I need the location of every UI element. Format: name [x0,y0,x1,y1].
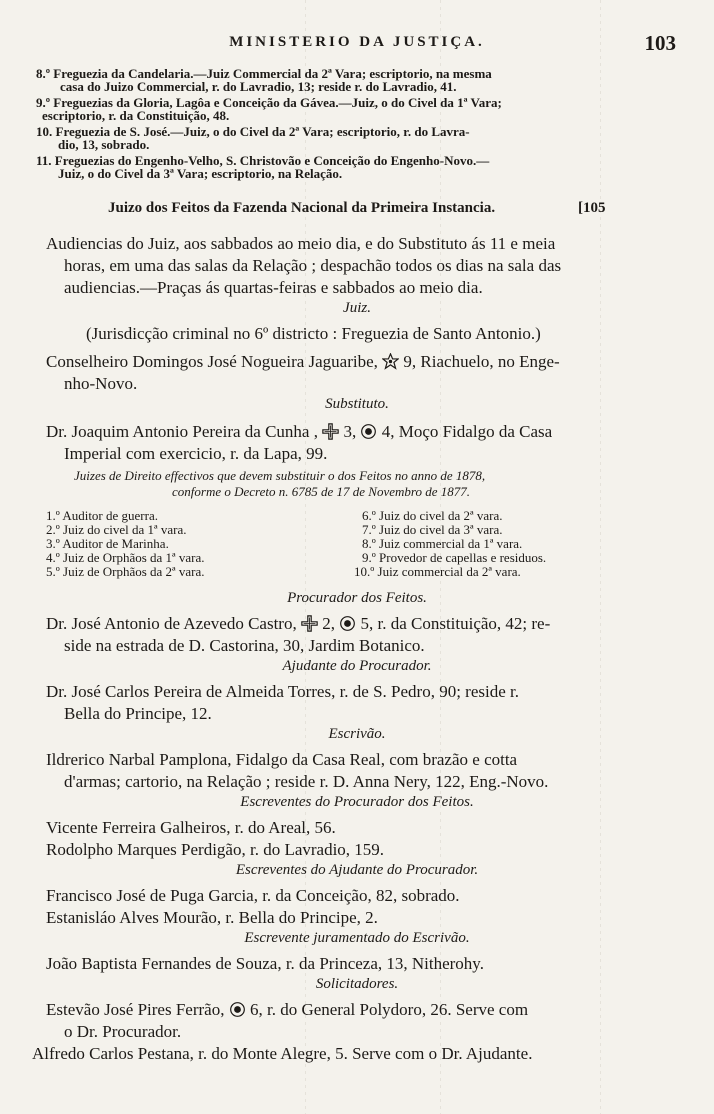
audiencias-line1: Audiencias do Juiz, aos sabbados ao meio dia, e do Substituto ás 11 e meia [46,234,556,253]
ajudante-line1: Dr. José Carlos Pereira de Almeida Torres, r. de S. Pedro, 90; reside r. [46,682,519,701]
solicitador-1-line1 [46,1000,528,1020]
substitute-left-4: 4.º Juiz de Orphãos da 1ª vara. [46,550,205,565]
substituto-line2: Imperial com exercicio, r. da Lapa, 99. [64,444,328,463]
solicitadores-heading: Solicitadores. [315,976,399,992]
freguezia-10-line1: 10. Freguezia de S. José.—Juiz, o do Civel da 2ª Vara; escriptorio, r. do Lavra- [36,124,470,139]
escreventes-procurador-heading: Escreventes do Procurador dos Feitos. [240,794,474,810]
star-of-rose-icon [382,353,399,370]
page-header [0,31,714,58]
note-line1: Juizes de Direito effectivos que devem substituir o dos Feitos no anno de 1878, [74,468,486,483]
procurador-line1 [46,614,550,634]
escrivao-heading: Escrivão. [328,726,386,742]
rose-order-icon [360,423,377,440]
freguezia-10-line2: dio, 13, sobrado. [58,137,150,152]
audiencias-line3: audiencias.—Praças ás quartas-feiras e sabbados ao meio dia. [64,278,483,297]
cross-order-icon [301,615,318,632]
substitute-right-7: 7.º Juiz do civel da 3ª vara. [362,522,503,537]
escrevente-juramentado-heading: Escrevente juramentado do Escrivão. [244,930,470,946]
solicitador-1-name: Estevão José Pires Ferrão, [46,1000,225,1019]
substituto-cross-number: 3, [343,422,357,441]
escrevente-ajudante-2: Estanisláo Alves Mourão, r. Bella do Principe, 2. [46,908,378,927]
section-title: Juizo dos Feitos da Fazenda Nacional da Primeira Instancia. [108,200,496,216]
substituto-heading: Substituto. [325,396,389,412]
freguezia-9-line1: 9.º Freguezias da Gloria, Lagôa e Conceição da Gávea.—Juiz, o do Civel da 1ª Vara; [36,95,502,110]
escreventes-ajudante-heading: Escreventes do Ajudante do Procurador. [235,862,479,878]
escrevente-ajudante-1: Francisco José de Puga Garcia, r. da Conceição, 82, sobrado. [46,886,460,905]
substitute-left-5: 5.º Juiz de Orphãos da 2ª vara. [46,564,205,579]
substituto-line1 [46,422,552,442]
escrevente-juramentado-line: João Baptista Fernandes de Souza, r. da Princeza, 13, Nitherohy. [46,954,484,973]
page-title: MINISTERIO DA JUSTIÇA. [229,34,485,50]
juiz-jurisdiction: (Jurisdicção criminal no 6º districto : Freguezia de Santo Antonio.) [86,324,541,343]
rose-order-icon [229,1001,246,1018]
escrevente-procurador-1: Vicente Ferreira Galheiros, r. do Areal, 56. [46,818,336,837]
freguezia-11-line1: 11. Freguezias do Engenho-Velho, S. Christovão e Conceição do Engenho-Novo.— [36,153,490,168]
juiz-address: 9, Riachuelo, no Enge- [403,352,560,371]
procurador-address: 5, r. da Constituição, 42; re- [360,614,551,633]
substitute-right-10: 10.º Juiz commercial da 2ª vara. [354,564,521,579]
escrivao-line2: d'armas; cartorio, na Relação ; reside r. D. Anna Nery, 122, Eng.-Novo. [64,772,549,791]
juiz-name: Conselheiro Domingos José Nogueira Jaguaribe, [46,352,378,371]
substituto-title: 4, Moço Fidalgo da Casa [381,422,553,441]
freguezia-11-line2: Juiz, o do Civel da 3ª Vara; escriptorio, na Relação. [58,166,343,181]
ajudante-line2: Bella do Principe, 12. [64,704,212,723]
freguezia-8-line1: 8.º Freguezia da Candelaria.—Juiz Commercial da 2ª Vara; escriptorio, na mesma [36,66,492,81]
procurador-line2: side na estrada de D. Castorina, 30, Jardim Botanico. [64,636,425,655]
escrivao-line1: Ildrerico Narbal Pamplona, Fidalgo da Casa Real, com brazão e cotta [46,750,518,769]
juiz-line1 [46,352,560,372]
audiencias-line2: horas, em uma das salas da Relação ; despachão todos os dias na sala das [64,256,562,275]
procurador-name: Dr. José Antonio de Azevedo Castro, [46,614,297,633]
ajudante-heading: Ajudante do Procurador. [282,658,432,674]
rose-order-icon [339,615,356,632]
solicitador-1-address: 6, r. do General Polydoro, 26. Serve com [249,1000,529,1019]
section-ref: [105 [578,200,606,216]
substitute-right-9: 9.º Provedor de capellas e residuos. [362,550,547,565]
substitute-left-3: 3.º Auditor de Marinha. [46,536,169,551]
substitute-right-6: 6.º Juiz do civel da 2ª vara. [362,508,503,523]
substitute-right-8: 8.º Juiz commercial da 1ª vara. [362,536,523,551]
procurador-cross-number: 2, [322,614,335,633]
freguezia-8-line2: casa do Juizo Commercial, r. do Lavradio, 13; reside r. do Lavradio, 41. [60,79,457,94]
substituto-name: Dr. Joaquim Antonio Pereira da Cunha , [46,422,318,441]
cross-order-icon [322,423,339,440]
note-line2: conforme o Decreto n. 6785 de 17 de Novembro de 1877. [172,484,470,499]
substitute-left-2: 2.º Juiz do civel da 1ª vara. [46,522,187,537]
escrevente-procurador-2: Rodolpho Marques Perdigão, r. do Lavradio, 159. [46,840,385,859]
substitute-left-1: 1.º Auditor de guerra. [46,508,158,523]
juiz-heading: Juiz. [343,300,371,316]
procurador-heading: Procurador dos Feitos. [287,590,427,606]
freguezia-9-line2: escriptorio, r. da Constituição, 48. [42,108,230,123]
page-number: 103 [644,31,676,55]
juiz-line2: nho-Novo. [64,374,138,393]
solicitador-2-line: Alfredo Carlos Pestana, r. do Monte Alegre, 5. Serve com o Dr. Ajudante. [32,1044,533,1063]
solicitador-1-line2: o Dr. Procurador. [64,1022,182,1041]
